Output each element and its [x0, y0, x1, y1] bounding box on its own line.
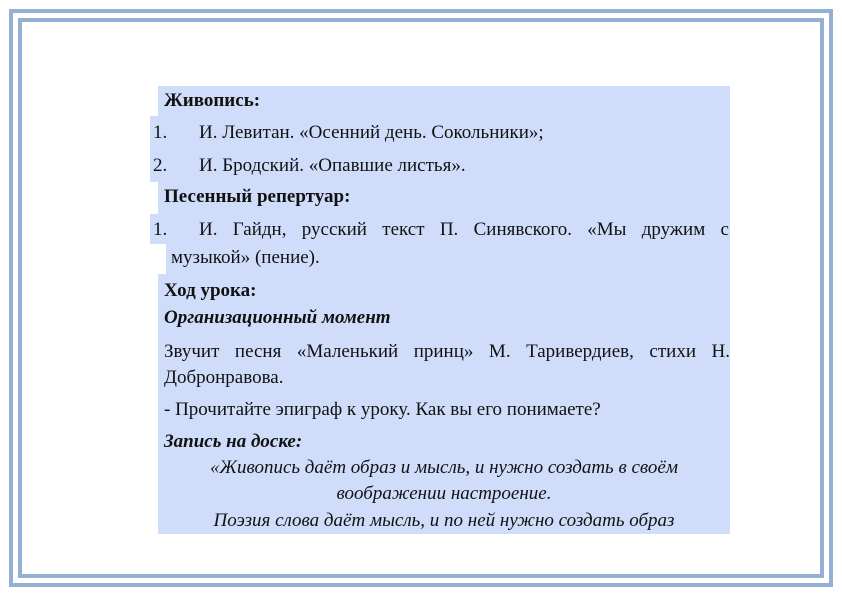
painting-item-2-text: И. Бродский. «Опавшие листья». — [199, 155, 466, 176]
song-item-text-line1: И. Гайдн, русский текст П. Синявского. «Мы дружим с — [199, 219, 729, 240]
quote-line-2: воображении настроение. — [336, 483, 552, 504]
lesson-heading: Ход урока: — [164, 280, 257, 301]
painting-item-1-number: 1. — [153, 122, 168, 143]
song-item-number: 1. — [153, 219, 168, 240]
quote-line-3: Поэзия слова даёт мысль, и по ней нужно создать образ — [213, 510, 675, 531]
board-heading: Запись на доске: — [164, 431, 303, 452]
question-text: - Прочитайте эпиграф к уроку. Как вы его понимаете? — [164, 399, 601, 420]
org-moment-heading: Организационный момент — [164, 307, 391, 328]
quote-line-1: «Живопись даёт образ и мысль, и нужно создать в своём — [210, 457, 678, 478]
painting-item-2-number: 2. — [153, 155, 168, 176]
song-repertoire-heading: Песенный репертуар: — [158, 182, 730, 214]
song-item-text-line2: музыкой» (пение). — [171, 247, 320, 268]
painting-item-1-text: И. Левитан. «Осенний день. Сокольники»; — [199, 122, 544, 143]
song-sentence-line2: Добронравова. — [164, 367, 284, 388]
painting-heading: Живопись: — [158, 86, 730, 116]
song-sentence-line1: Звучит песня «Маленький принц» М. Таривердиев, стихи Н. — [164, 341, 730, 362]
